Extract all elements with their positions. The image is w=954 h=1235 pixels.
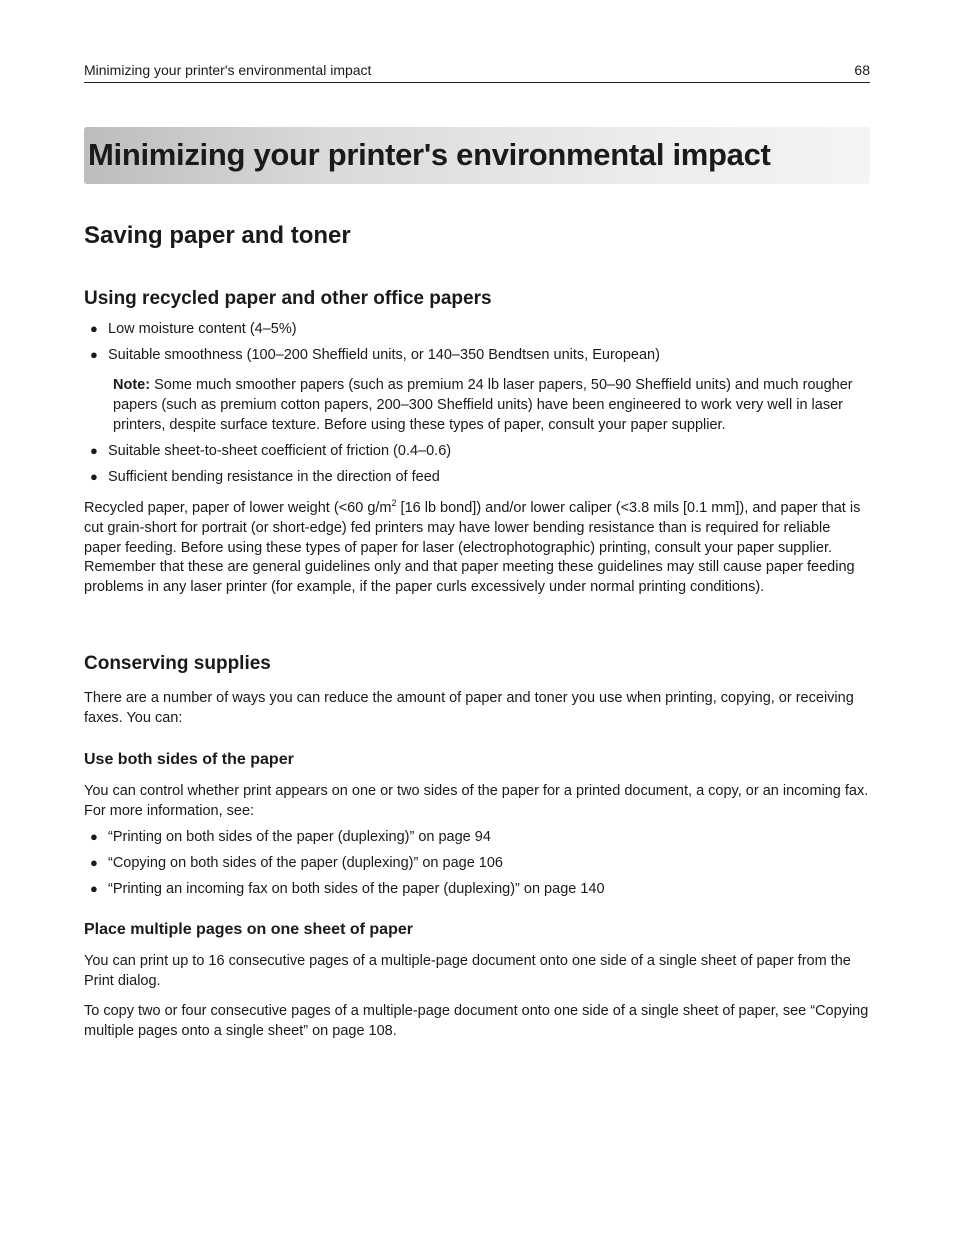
bullet-icon: ● (90, 855, 98, 870)
both-sides-heading: Use both sides of the paper (84, 751, 294, 768)
list-item-link (90, 827, 870, 847)
running-header-title: Minimizing your printer's environmental impact (84, 62, 372, 78)
bullet-icon: ● (90, 321, 98, 336)
list-item-text: Suitable smoothness (100–200 Sheffield units, or 140–350 Bendtsen units, European) (108, 347, 660, 363)
list-item (90, 467, 870, 487)
chapter-title: Minimizing your printer's environmental impact (88, 137, 771, 172)
note-label: Note: (113, 377, 151, 393)
running-header (84, 60, 870, 83)
list-item (90, 319, 870, 339)
note-text: Some much smoother papers (such as premium 24 lb laser papers, 50–90 Sheffield units) and much rougher papers (such as premium cotton papers, 200–300 Sheffield units) have been engineered to work very well in laser printers, despite surface texture. Before using these types of paper, consult your paper supplier. (113, 377, 853, 433)
section-title: Saving paper and toner (84, 222, 351, 249)
list-item-text: Suitable sheet-to-sheet coefficient of friction (0.4–0.6) (108, 443, 452, 459)
list-item (90, 441, 870, 461)
both-sides-intro: You can control whether print appears on one or two sides of the paper for a printed document, a copy, or an incoming fax. For more information, see: (84, 783, 869, 819)
conserving-intro: There are a number of ways you can reduce the amount of paper and toner you use when printing, copying, or receiving faxes. You can: (84, 690, 854, 726)
multiple-pages-paragraph-1: You can print up to 16 consecutive pages of a multiple-page document onto one side of a single sheet of paper from the Print dialog. (84, 953, 851, 989)
chapter-title-bar (84, 127, 870, 184)
note (113, 376, 863, 435)
bullet-icon: ● (90, 829, 98, 844)
cross-reference-link[interactable]: “Printing on both sides of the paper (duplexing)” on page 94 (108, 829, 491, 845)
list-item-link (90, 853, 870, 873)
cross-reference-link[interactable]: “Copying on both sides of the paper (duplexing)” on page 106 (108, 855, 503, 871)
page-number: 68 (854, 62, 870, 78)
multiple-pages-paragraph-2[interactable]: To copy two or four consecutive pages of a multiple-page document onto one side of a single sheet of paper, see “Copying multiple pages onto a single sheet” on page 108. (84, 1003, 869, 1039)
recycled-paper-heading: Using recycled paper and other office papers (84, 288, 492, 309)
multiple-pages-heading: Place multiple pages on one sheet of paper (84, 921, 413, 938)
superscript: 2 (391, 498, 397, 509)
list-item-text: Sufficient bending resistance in the direction of feed (108, 469, 440, 485)
list-item (90, 345, 870, 365)
list-item-text: Low moisture content (4–5%) (108, 321, 297, 337)
cross-reference-link[interactable]: “Printing an incoming fax on both sides of the paper (duplexing)” on page 140 (108, 881, 605, 897)
paragraph-text: [16 lb bond]) and/or lower caliper (<3.8 mils [0.1 mm]), and paper that is cut grain-short for portrait (or short-edge) fed printers may have lower bending resistance than is required for reliable paper feeding. Before using these types of paper for laser (electrophotographic) printing, consult your paper supplier. Remember that these are general guidelines only and that paper meeting these guidelines may still cause paper feeding problems in any laser printer (for example, if the paper curls excessively under normal printing conditions). (84, 500, 861, 596)
bullet-icon: ● (90, 881, 98, 896)
bullet-icon: ● (90, 469, 98, 484)
list-item-link (90, 879, 870, 899)
bullet-icon: ● (90, 443, 98, 458)
paragraph-text: Recycled paper, paper of lower weight (<60 g/m (84, 500, 392, 516)
conserving-supplies-heading: Conserving supplies (84, 653, 271, 674)
recycled-paper-paragraph (84, 499, 870, 598)
bullet-icon: ● (90, 347, 98, 362)
